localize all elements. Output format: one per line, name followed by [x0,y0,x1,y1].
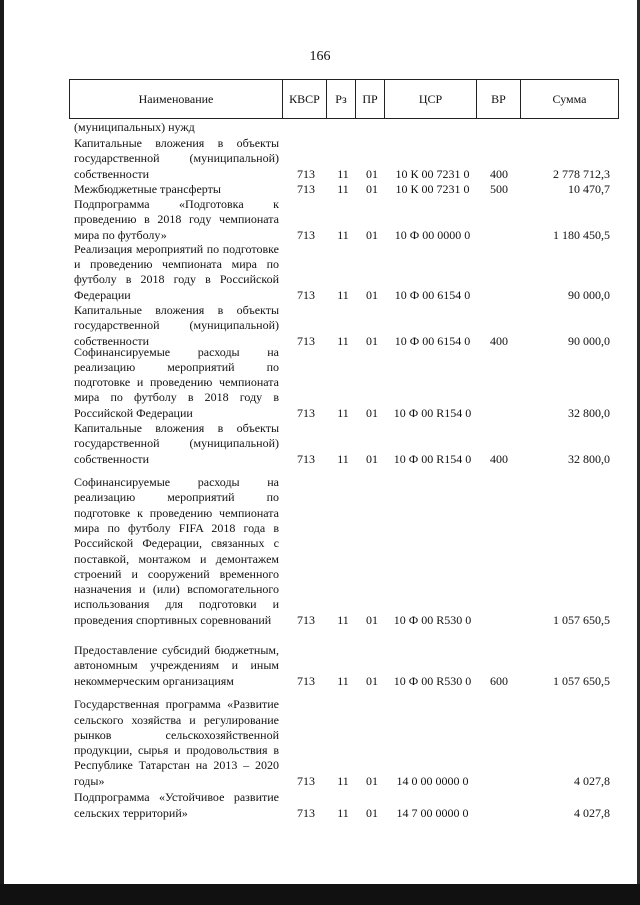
table-row [0,422,640,467]
page-number: 166 [309,49,331,64]
row-csr: 10 Ф 00 6154 0 [394,287,471,302]
row-name: Софинансируемые расходы на реализацию мероприятий по подготовке к проведению чемпионата мира по футболу FIFA 2018 года в Российской Федерации, связанных с поставкой, монтажом и демонтажем строений и сооружений временного назначения и (или) вспомогательного использования для подготовки и проведения спортивных соревнований [74,475,279,627]
row-name: Капитальные вложения в объекты государственной (муниципальной) собственности [74,421,279,466]
row-csr: 10 Ф 00 R530 0 [393,612,472,627]
row-kvsr: 713 [297,181,315,196]
table-row [0,243,640,303]
row-rz: 11 [337,333,349,348]
row-pr: 01 [366,227,378,242]
header-kvsr: КВСР [283,80,327,118]
row-sum: 32 800,0 [568,405,610,420]
row-kvsr: 713 [297,227,315,242]
row-kvsr: 713 [297,805,315,820]
row-kvsr: 713 [297,673,315,688]
header-csr: ЦСР [385,80,477,118]
row-sum: 1 057 650,5 [553,673,610,688]
row-csr: 10 Ф 00 R530 0 [393,673,472,688]
row-pr: 01 [366,673,378,688]
row-rz: 11 [337,227,349,242]
row-kvsr: 713 [297,287,315,302]
row-pr: 01 [366,405,378,420]
row-rz: 11 [337,773,349,788]
row-csr: 14 7 00 0000 0 [396,805,469,820]
row-sum: 10 470,7 [568,181,610,196]
row-rz: 11 [337,673,349,688]
row-pr: 01 [366,805,378,820]
row-kvsr: 713 [297,612,315,627]
row-kvsr: 713 [297,166,315,181]
table-row [0,198,640,243]
row-csr: 10 Ф 00 R154 0 [393,405,472,420]
row-rz: 11 [337,612,349,627]
row-kvsr: 713 [297,405,315,420]
row-pr: 01 [366,287,378,302]
row-name: Межбюджетные трансферты [74,181,221,196]
row-kvsr: 713 [297,451,315,466]
row-kvsr: 713 [297,333,315,348]
row-name: Капитальные вложения в объекты государственной (муниципальной) собственности [74,136,279,181]
row-name: Капитальные вложения в объекты государственной (муниципальной) собственности [74,303,279,348]
row-sum: 1 057 650,5 [553,612,610,627]
row-pr: 01 [366,451,378,466]
row-pr: 01 [366,181,378,196]
header-vr: ВР [477,80,521,118]
row-vr: 400 [490,451,508,466]
row-sum: 2 778 712,3 [553,166,610,181]
row-pr: 01 [366,333,378,348]
table-row [0,303,640,349]
scan-edge-bottom [0,884,640,905]
header-pr: ПР [356,80,385,118]
row-csr: 10 Ф 00 0000 0 [394,227,471,242]
row-name: Подпрограмма «Устойчивое развитие сельских территорий» [74,790,279,820]
row-pr: 01 [366,612,378,627]
row-sum: 1 180 450,5 [553,227,610,242]
row-pr: 01 [366,773,378,788]
row-vr: 400 [490,166,508,181]
table-row [0,689,640,789]
row-name: Предоставление субсидий бюджетным, автономным учреждениям и иным некоммерческим организациям [74,643,279,688]
row-name: Реализация мероприятий по подготовке и проведению чемпионата мира по футболу в 2018 году в Российской Федерации [74,241,279,302]
row-rz: 11 [337,805,349,820]
row-rz: 11 [337,287,349,302]
row-sum: 4 027,8 [574,773,610,788]
header-name: Наименование [70,80,283,118]
table-row [0,468,640,628]
row-name: (муниципальных) нужд [74,119,195,134]
table-row [0,182,640,197]
row-vr: 400 [490,333,508,348]
row-name: Подпрограмма «Подготовка к проведению в 2018 году чемпионата мира по футболу» [74,197,279,242]
row-rz: 11 [337,181,349,196]
row-vr: 500 [490,181,508,196]
row-csr: 14 0 00 0000 0 [396,773,469,788]
table-row [0,137,640,182]
table-row [0,120,640,135]
row-kvsr: 713 [297,773,315,788]
row-sum: 32 800,0 [568,451,610,466]
row-csr: 10 К 00 7231 0 [395,181,470,196]
row-name: Софинансируемые расходы на реализацию мероприятий по подготовке и проведению чемпионата мира по футболу в 2018 году в Российской Федерации [74,344,279,420]
row-name: Государственная программа «Развитие сельского хозяйства и регулирование рынков сельскохозяйственной продукции, сырья и продовольствия в Республике Татарстан на 2013 – 2020 годы» [74,697,279,788]
row-sum: 90 000,0 [568,287,610,302]
row-csr: 10 К 00 7231 0 [395,166,470,181]
header-sum: Сумма [552,91,587,106]
row-vr: 600 [490,673,508,688]
table-row [0,344,640,421]
table-row [0,628,640,689]
row-rz: 11 [337,405,349,420]
row-csr: 10 Ф 00 6154 0 [394,333,471,348]
row-sum: 90 000,0 [568,333,610,348]
row-rz: 11 [337,451,349,466]
row-pr: 01 [366,166,378,181]
row-sum: 4 027,8 [574,805,610,820]
row-rz: 11 [337,166,349,181]
header-rz: Рз [327,80,356,118]
row-csr: 10 Ф 00 R154 0 [393,451,472,466]
table-row [0,790,640,821]
